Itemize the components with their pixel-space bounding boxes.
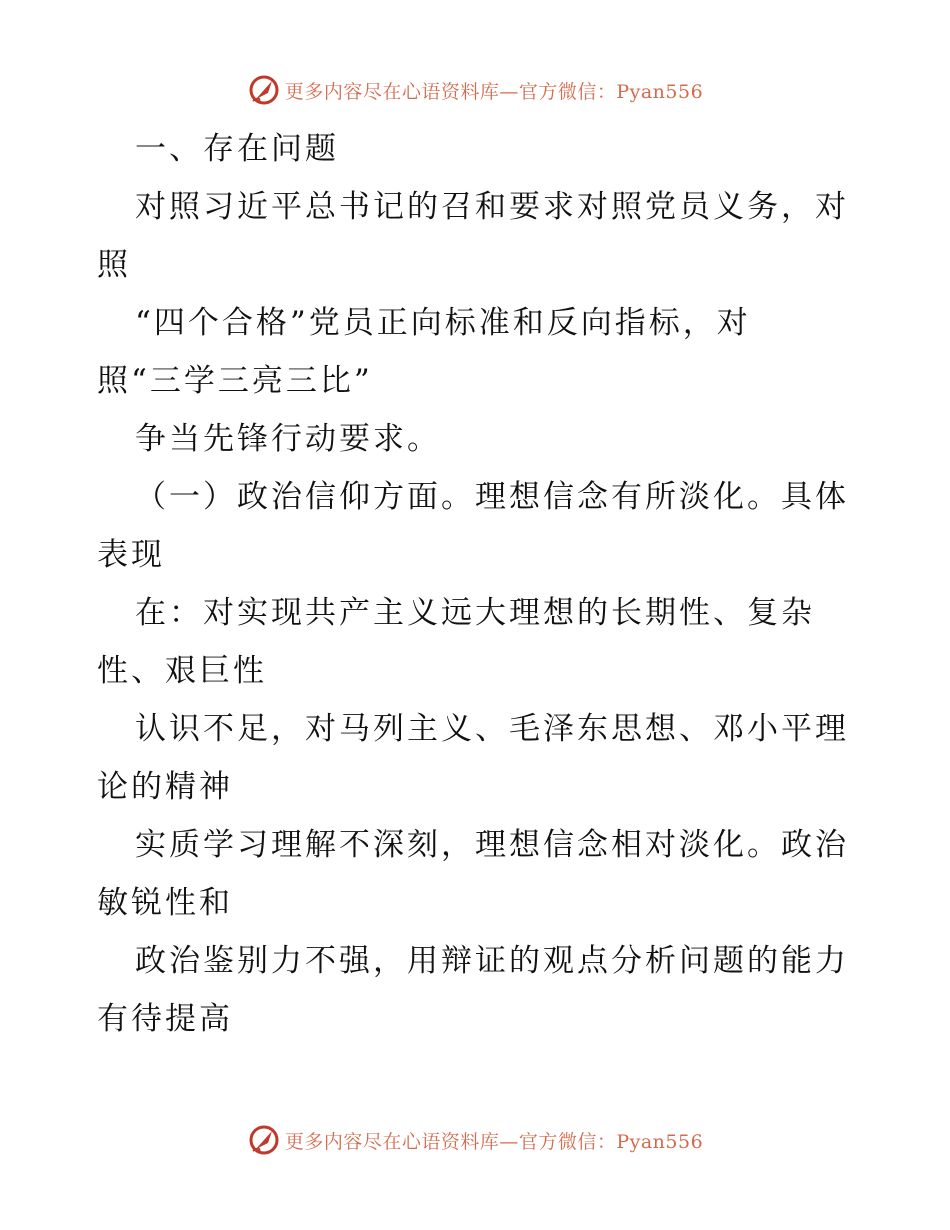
header-watermark xyxy=(0,70,950,110)
text-line: “四个合格”党员正向标准和反向指标，对 xyxy=(135,305,751,341)
text-line: 有待提高 xyxy=(97,1001,233,1037)
text-line: 敏锐性和 xyxy=(97,885,233,921)
text-line: 争当先锋行动要求。 xyxy=(135,421,441,457)
quill-logo-icon xyxy=(247,73,281,107)
text-line: 照“三学三亮三比” xyxy=(97,363,373,399)
text-line: （一）政治信仰方面。理想信念有所淡化。具体 xyxy=(135,479,849,515)
text-line: 论的精神 xyxy=(97,769,233,805)
text-line: 实质学习理解不深刻，理想信念相对淡化。政治 xyxy=(135,827,849,863)
document-body xyxy=(97,120,857,1048)
text-line: 政治鉴别力不强，用辩证的观点分析问题的能力 xyxy=(135,943,849,979)
footer-watermark xyxy=(0,1120,950,1160)
text-line: 性、艰巨性 xyxy=(97,653,267,689)
watermark-text: 更多内容尽在心语资料库—官方微信：Pyan556 xyxy=(284,80,704,103)
watermark-text: 更多内容尽在心语资料库—官方微信：Pyan556 xyxy=(284,1130,704,1153)
text-line: 照 xyxy=(97,247,131,283)
text-line: 对照习近平总书记的召和要求对照党员义务，对 xyxy=(135,189,849,225)
text-line: 一、存在问题 xyxy=(135,131,339,167)
text-line: 认识不足，对马列主义、毛泽东思想、邓小平理 xyxy=(135,711,849,747)
text-line: 在：对实现共产主义远大理想的长期性、复杂 xyxy=(135,595,815,631)
text-line: 表现 xyxy=(97,537,165,573)
quill-logo-icon xyxy=(247,1123,281,1157)
